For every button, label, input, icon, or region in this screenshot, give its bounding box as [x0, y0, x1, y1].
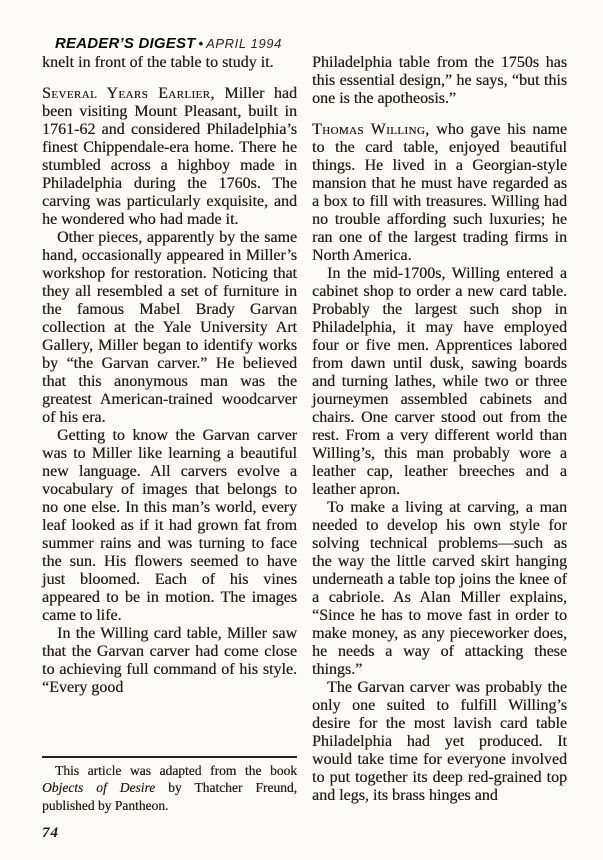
body-paragraph: Other pieces, apparently by the same hand, occasionally appeared in Miller’s workshop for restoration. Noticing that they all resembled a set of furniture in the famous Mabel Brady Garvan collection at the Yale University Art Gallery, Miller began to identify works by “the Garvan carver.” He believed that this anonymous man was the greatest American-trained woodcarver of his era.: [42, 229, 297, 426]
magazine-title: READER’S DIGEST: [55, 35, 196, 52]
paragraph-text: Miller had been visiting Mount Pleasant, built in 1761-62 and considered Philadelphia’s finest Chippendale-era home. There he stumbled across a highboy made in Philadelphia during the 1760s. The carving was particularly exquisite, and he wondered who had made it.: [42, 85, 297, 228]
body-paragraph: Getting to know the Garvan carver was to Miller like learning a beautiful new language. All carvers evolve a vocabulary of images that belongs to no one else. In this man’s world, every leaf looked as if it had grown fat from summer rains and was turning to face the sun. His flowers seemed to have just bloomed. Each of his vines appeared to be in motion. The images came to life.: [42, 427, 297, 624]
footnote-divider: [42, 756, 297, 758]
page-number: 74: [42, 825, 59, 841]
body-paragraph: In the Willing card table, Miller saw that the Garvan carver had come close to achieving full command of his style. “Every good: [42, 625, 297, 696]
two-column-body: [42, 54, 567, 850]
issue-date: APRIL 1994: [206, 36, 282, 51]
header-bullet: •: [198, 36, 204, 51]
paragraph-text: who gave his name to the card table, enjoyed beautiful things. He lived in a Georgian-style mansion that he must have regarded as a box to fill with treasures. Willing had no trouble affording such luxuries; he ran one of the largest trading firms in North America.: [312, 121, 568, 264]
section-lead: Several Years Earlier,: [42, 85, 215, 102]
body-paragraph-section-start: [42, 85, 297, 229]
body-paragraph: knelt in front of the table to study it.: [42, 54, 274, 71]
running-header: [55, 35, 282, 53]
footnote-block: [42, 756, 297, 814]
footnote-text: [42, 762, 297, 814]
body-paragraph: In the mid-1700s, Willing entered a cabinet shop to order a new card table. Probably the largest such shop in Philadelphia, it may have employed four or five men. Apprentices labored from dawn until dusk, sawing boards and turning lathes, while two or three journeymen assembled cabinets and chairs. One carver stood out from the rest. From a very different world than Willing’s, this man probably wore a leather cap, leather breeches and a leather apron.: [312, 265, 567, 498]
left-column: [42, 54, 297, 850]
section-lead: Thomas Willing,: [312, 121, 430, 138]
body-paragraph: To make a living at carving, a man needed to develop his own style for solving technical problems—such as the way the little carved skirt hanging underneath a table top joins the knee of a cabriole. As Alan Miller explains, “Since he has to move fast in order to make money, as any pieceworker does, he needs a way of attacking these things.”: [312, 499, 567, 678]
right-column: [312, 54, 567, 850]
footnote-part: by Thatcher Freund, published by Pantheon.: [42, 780, 297, 813]
body-paragraph-section-start: [312, 121, 567, 265]
body-paragraph: The Garvan carver was probably the only one suited to fulfill Willing’s desire for the most lavish card table Philadelphia had yet produced. It would take time for everyone involved to put together its deep red-grained top and legs, its brass hinges and: [312, 679, 567, 804]
footnote-part: This article was adapted from the book: [55, 763, 297, 778]
body-paragraph: Philadelphia table from the 1750s has this essential design,” he says, “but this one is the apotheosis.”: [312, 54, 567, 107]
footnote-book-title: Objects of Desire: [42, 780, 156, 796]
